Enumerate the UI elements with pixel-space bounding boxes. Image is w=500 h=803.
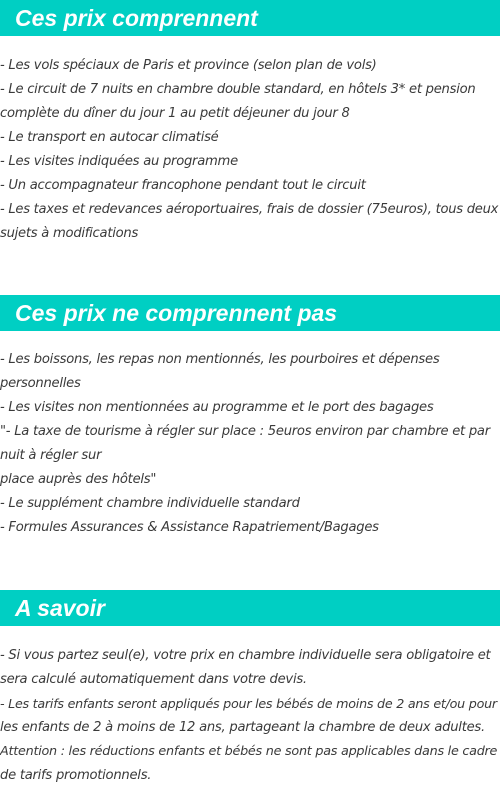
section-body-good-to-know <box>0 644 500 788</box>
text-line: - Les boissons, les repas non mentionnés, les pourboires et dépenses <box>0 352 440 367</box>
text-line: sujets à modifications <box>0 226 139 241</box>
section-title-included: Ces prix comprennent <box>15 5 258 31</box>
text-line: - Le circuit de 7 nuits en chambre double standard, en hôtels 3* et pension <box>0 82 476 97</box>
text-line: - Les visites non mentionnées au programme et le port des bagages <box>0 400 434 415</box>
text-line: - Le transport en autocar climatisé <box>0 130 219 145</box>
text-line: - Les vols spéciaux de Paris et province (selon plan de vols) <box>0 58 377 73</box>
text-line: - Les visites indiquées au programme <box>0 154 238 169</box>
text-line: Attention : les réductions enfants et bébés ne sont pas applicables dans le cadre <box>0 744 498 759</box>
text-line: nuit à régler sur <box>0 448 102 463</box>
section-header-good-to-know <box>0 590 500 626</box>
section-header-included <box>0 0 500 36</box>
text-line: personnelles <box>0 376 81 391</box>
text-line: - Les taxes et redevances aéroportuaires, frais de dossier (75euros), tous deux <box>0 202 499 217</box>
text-line: complète du dîner du jour 1 au petit déjeuner du jour 8 <box>0 106 350 121</box>
text-line: - Formules Assurances & Assistance Rapatriement/Bagages <box>0 520 379 535</box>
section-header-not-included <box>0 295 500 331</box>
text-line: - Les tarifs enfants seront appliqués pour les bébés de moins de 2 ans et/ou pour <box>0 696 497 711</box>
section-title-good-to-know: A savoir <box>15 595 105 621</box>
section-body-not-included <box>0 348 500 540</box>
text-line: sera calculé automatiquement dans votre devis. <box>0 672 307 687</box>
text-line: "- La taxe de tourisme à régler sur place : 5euros environ par chambre et par <box>0 424 490 439</box>
text-line: de tarifs promotionnels. <box>0 768 152 783</box>
section-title-not-included: Ces prix ne comprennent pas <box>15 300 338 326</box>
text-line: - Le supplément chambre individuelle standard <box>0 496 300 511</box>
text-line: les enfants de 2 à moins de 12 ans, partageant la chambre de deux adultes. <box>0 720 485 735</box>
section-body-included <box>0 54 500 246</box>
text-line: - Si vous partez seul(e), votre prix en chambre individuelle sera obligatoire et <box>0 648 491 663</box>
text-line: place auprès des hôtels" <box>0 472 157 487</box>
text-line: - Un accompagnateur francophone pendant tout le circuit <box>0 178 366 193</box>
